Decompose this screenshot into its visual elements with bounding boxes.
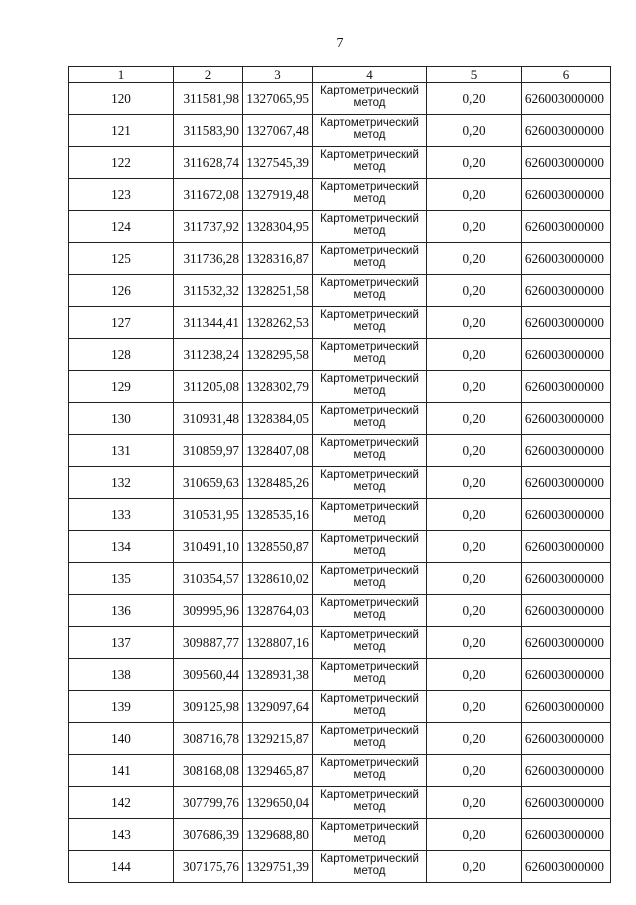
- accuracy-cell: 0,20: [427, 339, 522, 371]
- table-row: [69, 371, 611, 403]
- column-header: 5: [427, 67, 522, 83]
- x-coordinate-cell: 311736,28: [174, 243, 243, 275]
- method-cell: Картометрический метод: [313, 147, 427, 179]
- method-cell: Картометрический метод: [313, 499, 427, 531]
- method-cell: Картометрический метод: [313, 275, 427, 307]
- point-number-cell: 124: [69, 211, 174, 243]
- code-cell: 626003000000: [522, 723, 611, 755]
- table-row: [69, 179, 611, 211]
- accuracy-cell: 0,20: [427, 851, 522, 883]
- accuracy-cell: 0,20: [427, 211, 522, 243]
- x-coordinate-cell: 311205,08: [174, 371, 243, 403]
- point-number-cell: 130: [69, 403, 174, 435]
- accuracy-cell: 0,20: [427, 595, 522, 627]
- x-coordinate-cell: 307799,76: [174, 787, 243, 819]
- x-coordinate-cell: 311628,74: [174, 147, 243, 179]
- page-number: 7: [336, 36, 344, 51]
- y-coordinate-cell: 1327545,39: [243, 147, 313, 179]
- code-cell: 626003000000: [522, 147, 611, 179]
- accuracy-cell: 0,20: [427, 83, 522, 115]
- code-cell: 626003000000: [522, 371, 611, 403]
- point-number-cell: 143: [69, 819, 174, 851]
- method-cell: Картометрический метод: [313, 435, 427, 467]
- code-cell: 626003000000: [522, 819, 611, 851]
- table-row: [69, 659, 611, 691]
- method-cell: Картометрический метод: [313, 371, 427, 403]
- y-coordinate-cell: 1328295,58: [243, 339, 313, 371]
- method-cell: Картометрический метод: [313, 659, 427, 691]
- code-cell: 626003000000: [522, 403, 611, 435]
- point-number-cell: 137: [69, 627, 174, 659]
- table-row: [69, 595, 611, 627]
- y-coordinate-cell: 1328262,53: [243, 307, 313, 339]
- x-coordinate-cell: 310659,63: [174, 467, 243, 499]
- table-row: [69, 563, 611, 595]
- x-coordinate-cell: 311344,41: [174, 307, 243, 339]
- point-number-cell: 125: [69, 243, 174, 275]
- method-cell: Картометрический метод: [313, 787, 427, 819]
- y-coordinate-cell: 1329097,64: [243, 691, 313, 723]
- method-cell: Картометрический метод: [313, 531, 427, 563]
- accuracy-cell: 0,20: [427, 723, 522, 755]
- accuracy-cell: 0,20: [427, 467, 522, 499]
- code-cell: 626003000000: [522, 627, 611, 659]
- accuracy-cell: 0,20: [427, 435, 522, 467]
- x-coordinate-cell: 310354,57: [174, 563, 243, 595]
- y-coordinate-cell: 1328316,87: [243, 243, 313, 275]
- x-coordinate-cell: 308168,08: [174, 755, 243, 787]
- method-cell: Картометрический метод: [313, 819, 427, 851]
- y-coordinate-cell: 1329751,39: [243, 851, 313, 883]
- method-cell: Картометрический метод: [313, 563, 427, 595]
- code-cell: 626003000000: [522, 531, 611, 563]
- x-coordinate-cell: 311737,92: [174, 211, 243, 243]
- y-coordinate-cell: 1327067,48: [243, 115, 313, 147]
- y-coordinate-cell: 1327065,95: [243, 83, 313, 115]
- table-row: [69, 755, 611, 787]
- point-number-cell: 135: [69, 563, 174, 595]
- accuracy-cell: 0,20: [427, 499, 522, 531]
- x-coordinate-cell: 311583,90: [174, 115, 243, 147]
- code-cell: 626003000000: [522, 563, 611, 595]
- accuracy-cell: 0,20: [427, 659, 522, 691]
- y-coordinate-cell: 1328302,79: [243, 371, 313, 403]
- point-number-cell: 121: [69, 115, 174, 147]
- code-cell: 626003000000: [522, 467, 611, 499]
- table-row: [69, 723, 611, 755]
- code-cell: 626003000000: [522, 83, 611, 115]
- table-row: [69, 819, 611, 851]
- accuracy-cell: 0,20: [427, 403, 522, 435]
- accuracy-cell: 0,20: [427, 275, 522, 307]
- table-row: [69, 83, 611, 115]
- method-cell: Картометрический метод: [313, 403, 427, 435]
- code-cell: 626003000000: [522, 307, 611, 339]
- accuracy-cell: 0,20: [427, 531, 522, 563]
- table-row: [69, 499, 611, 531]
- table-row: [69, 147, 611, 179]
- point-number-cell: 134: [69, 531, 174, 563]
- point-number-cell: 126: [69, 275, 174, 307]
- x-coordinate-cell: 311672,08: [174, 179, 243, 211]
- x-coordinate-cell: 311238,24: [174, 339, 243, 371]
- method-cell: Картометрический метод: [313, 83, 427, 115]
- accuracy-cell: 0,20: [427, 627, 522, 659]
- table-row: [69, 851, 611, 883]
- y-coordinate-cell: 1328610,02: [243, 563, 313, 595]
- table-row: [69, 627, 611, 659]
- y-coordinate-cell: 1328384,05: [243, 403, 313, 435]
- table-row: [69, 403, 611, 435]
- accuracy-cell: 0,20: [427, 115, 522, 147]
- x-coordinate-cell: 309560,44: [174, 659, 243, 691]
- point-number-cell: 139: [69, 691, 174, 723]
- point-number-cell: 133: [69, 499, 174, 531]
- accuracy-cell: 0,20: [427, 179, 522, 211]
- point-number-cell: 140: [69, 723, 174, 755]
- accuracy-cell: 0,20: [427, 819, 522, 851]
- y-coordinate-cell: 1328764,03: [243, 595, 313, 627]
- table-row: [69, 531, 611, 563]
- coordinates-table: [68, 66, 611, 883]
- table-row: [69, 211, 611, 243]
- y-coordinate-cell: 1328251,58: [243, 275, 313, 307]
- method-cell: Картометрический метод: [313, 179, 427, 211]
- table-header-row: [69, 67, 611, 83]
- y-coordinate-cell: 1328304,95: [243, 211, 313, 243]
- code-cell: 626003000000: [522, 787, 611, 819]
- table-row: [69, 339, 611, 371]
- point-number-cell: 142: [69, 787, 174, 819]
- code-cell: 626003000000: [522, 755, 611, 787]
- x-coordinate-cell: 310491,10: [174, 531, 243, 563]
- code-cell: 626003000000: [522, 243, 611, 275]
- code-cell: 626003000000: [522, 499, 611, 531]
- accuracy-cell: 0,20: [427, 307, 522, 339]
- y-coordinate-cell: 1328407,08: [243, 435, 313, 467]
- method-cell: Картометрический метод: [313, 595, 427, 627]
- x-coordinate-cell: 307686,39: [174, 819, 243, 851]
- code-cell: 626003000000: [522, 691, 611, 723]
- method-cell: Картометрический метод: [313, 115, 427, 147]
- code-cell: 626003000000: [522, 275, 611, 307]
- x-coordinate-cell: 311581,98: [174, 83, 243, 115]
- point-number-cell: 129: [69, 371, 174, 403]
- y-coordinate-cell: 1328485,26: [243, 467, 313, 499]
- accuracy-cell: 0,20: [427, 147, 522, 179]
- method-cell: Картометрический метод: [313, 307, 427, 339]
- x-coordinate-cell: 311532,32: [174, 275, 243, 307]
- method-cell: Картометрический метод: [313, 755, 427, 787]
- y-coordinate-cell: 1328535,16: [243, 499, 313, 531]
- table-row: [69, 307, 611, 339]
- y-coordinate-cell: 1329215,87: [243, 723, 313, 755]
- method-cell: Картометрический метод: [313, 627, 427, 659]
- method-cell: Картометрический метод: [313, 723, 427, 755]
- method-cell: Картометрический метод: [313, 211, 427, 243]
- x-coordinate-cell: 309995,96: [174, 595, 243, 627]
- y-coordinate-cell: 1327919,48: [243, 179, 313, 211]
- table-row: [69, 787, 611, 819]
- accuracy-cell: 0,20: [427, 691, 522, 723]
- column-header: 3: [243, 67, 313, 83]
- method-cell: Картометрический метод: [313, 243, 427, 275]
- y-coordinate-cell: 1328807,16: [243, 627, 313, 659]
- point-number-cell: 120: [69, 83, 174, 115]
- method-cell: Картометрический метод: [313, 339, 427, 371]
- x-coordinate-cell: 308716,78: [174, 723, 243, 755]
- code-cell: 626003000000: [522, 851, 611, 883]
- point-number-cell: 128: [69, 339, 174, 371]
- table-row: [69, 435, 611, 467]
- y-coordinate-cell: 1329650,04: [243, 787, 313, 819]
- accuracy-cell: 0,20: [427, 243, 522, 275]
- y-coordinate-cell: 1328550,87: [243, 531, 313, 563]
- code-cell: 626003000000: [522, 659, 611, 691]
- point-number-cell: 127: [69, 307, 174, 339]
- table-row: [69, 115, 611, 147]
- column-header: 6: [522, 67, 611, 83]
- table-body: [69, 67, 611, 883]
- point-number-cell: 141: [69, 755, 174, 787]
- y-coordinate-cell: 1328931,38: [243, 659, 313, 691]
- x-coordinate-cell: 307175,76: [174, 851, 243, 883]
- x-coordinate-cell: 310531,95: [174, 499, 243, 531]
- accuracy-cell: 0,20: [427, 755, 522, 787]
- column-header: 4: [313, 67, 427, 83]
- column-header: 1: [69, 67, 174, 83]
- point-number-cell: 138: [69, 659, 174, 691]
- method-cell: Картометрический метод: [313, 467, 427, 499]
- code-cell: 626003000000: [522, 179, 611, 211]
- x-coordinate-cell: 310859,97: [174, 435, 243, 467]
- table-row: [69, 243, 611, 275]
- point-number-cell: 123: [69, 179, 174, 211]
- code-cell: 626003000000: [522, 211, 611, 243]
- y-coordinate-cell: 1329688,80: [243, 819, 313, 851]
- code-cell: 626003000000: [522, 435, 611, 467]
- column-header: 2: [174, 67, 243, 83]
- point-number-cell: 132: [69, 467, 174, 499]
- accuracy-cell: 0,20: [427, 787, 522, 819]
- accuracy-cell: 0,20: [427, 371, 522, 403]
- code-cell: 626003000000: [522, 115, 611, 147]
- point-number-cell: 136: [69, 595, 174, 627]
- x-coordinate-cell: 309887,77: [174, 627, 243, 659]
- y-coordinate-cell: 1329465,87: [243, 755, 313, 787]
- x-coordinate-cell: 309125,98: [174, 691, 243, 723]
- point-number-cell: 144: [69, 851, 174, 883]
- code-cell: 626003000000: [522, 595, 611, 627]
- code-cell: 626003000000: [522, 339, 611, 371]
- x-coordinate-cell: 310931,48: [174, 403, 243, 435]
- method-cell: Картометрический метод: [313, 691, 427, 723]
- point-number-cell: 131: [69, 435, 174, 467]
- accuracy-cell: 0,20: [427, 563, 522, 595]
- point-number-cell: 122: [69, 147, 174, 179]
- method-cell: Картометрический метод: [313, 851, 427, 883]
- table-row: [69, 691, 611, 723]
- table-row: [69, 275, 611, 307]
- table-row: [69, 467, 611, 499]
